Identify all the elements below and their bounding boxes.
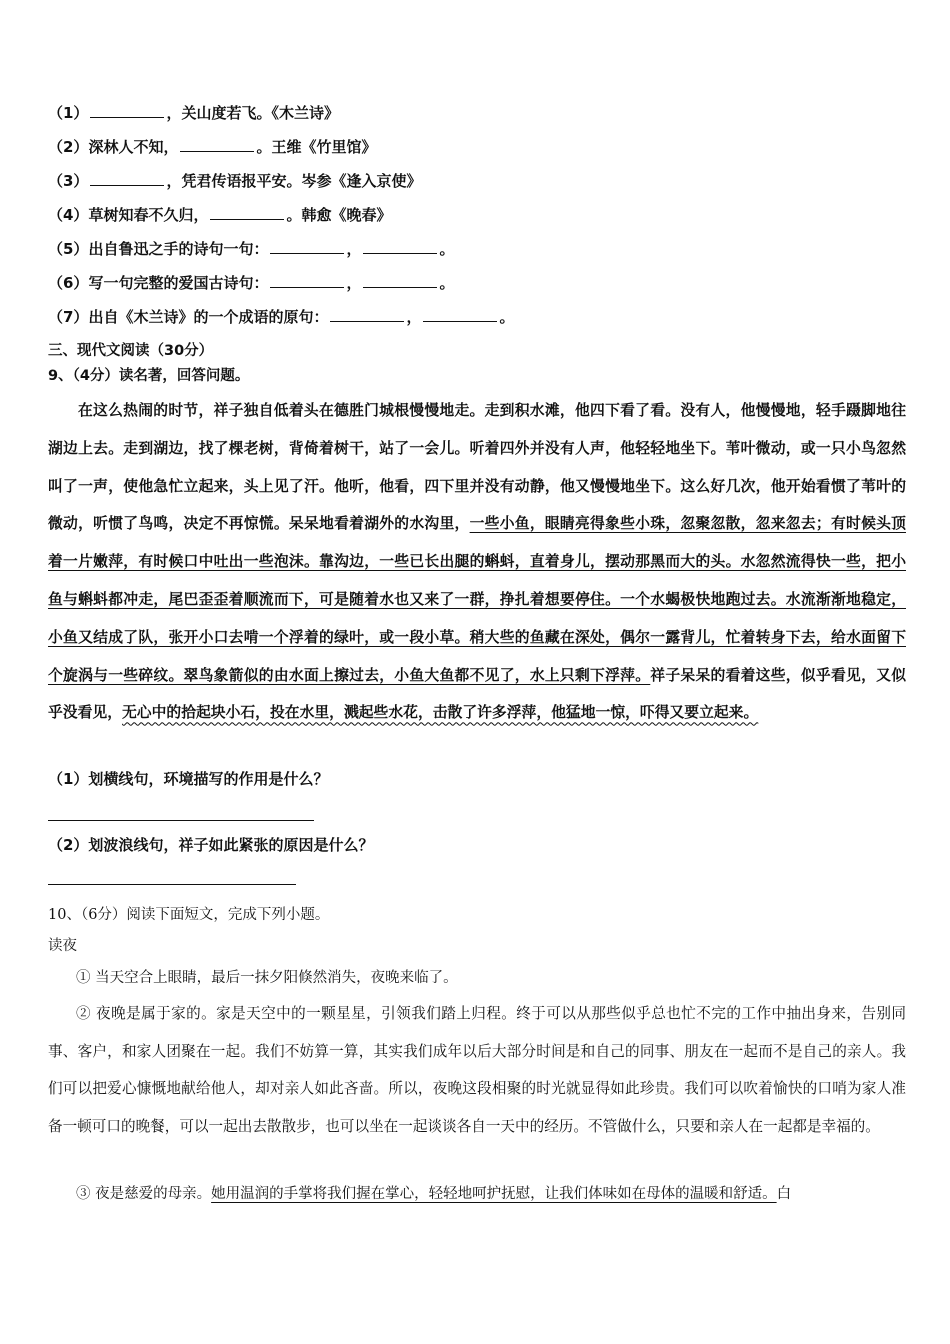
fill-in-item-3: （3） ，凭君传语报平安。岑参《逢入京使》 [48,172,422,190]
answer-blank[interactable] [90,171,164,186]
question-9-sub-2: （2）划波浪线句，祥子如此紧张的原因是什么？ [48,836,374,854]
answer-blank[interactable] [363,239,437,254]
answer-blank[interactable] [180,137,254,152]
answer-blank[interactable] [270,273,344,288]
fill-in-item-6: （6）写一句完整的爱国古诗句： ， 。 [48,274,455,292]
answer-blank[interactable] [270,239,344,254]
underlined-sentence: 她用温润的手掌将我们握在掌心，轻轻地呵护抚慰，让我们体味如在母体的温暖和舒适。 [211,1186,777,1202]
answer-line[interactable] [48,820,314,821]
paragraph-1: ① 当天空合上眼睛，最后一抹夕阳倏然消失，夜晚来临了。 [76,970,458,986]
fill-in-item-2: （2）深林人不知， 。王维《竹里馆》 [48,138,377,156]
answer-blank[interactable] [210,205,284,220]
fill-in-item-5: （5）出自鲁迅之手的诗句一句： ， 。 [48,240,455,258]
question-10-header: 10、（6分）阅读下面短文，完成下列小题。 [48,907,330,923]
paragraph-3: ③ 夜是慈爱的母亲。她用温润的手掌将我们握在掌心，轻轻地呵护抚慰，让我们体味如在母体的温暖和舒适。白 [76,1186,792,1202]
answer-line[interactable] [48,884,296,885]
answer-blank[interactable] [423,307,497,322]
answer-blank[interactable] [330,307,404,322]
fill-in-item-1: （1） ，关山度若飞。《木兰诗》 [48,104,339,122]
answer-blank[interactable] [90,103,164,118]
question-9-passage: 在这么热闹的时节，祥子独自低着头在德胜门城根慢慢地走。走到积水滩，他四下看了看。没有人，他慢慢地，轻手蹑脚地往湖边上去。走到湖边，找了棵老树，背倚着树干，站了一会儿。听着四外并没有人声，他轻轻地坐下。苇叶微动，或一只小鸟忽然叫了一声，使他急忙立起来，头上见了汗。他听，他看，四下里并没有动静，他又慢慢地坐下。这么好几次，他开始看惯了苇叶的微动，听惯了鸟鸣，决定不再惊慌。呆呆地看着湖外的水沟里，一些小鱼，眼睛亮得象些小珠，忽聚忽散，忽来忽去；有时候头顶着一片嫩萍，有时候口中吐出一些泡沫。靠沟边，一些已长出腿的蝌蚪，直着身儿，摆动那黑而大的头。水忽然流得快一些，把小鱼与蝌蚪都冲走，尾巴歪歪着顺流而下，可是随着水也又来了一群，挣扎着想要停住。一个水蝎极快地跑过去。水流渐渐地稳定，小鱼又结成了队，张开小口去啃一个浮着的绿叶，或一段小草。稍大些的鱼藏在深处，偶尔一露背儿，忙着转身下去，给水面留下个旋涡与一些碎纹。翠鸟象箭似的由水面上擦过去，小鱼大鱼都不见了，水上只剩下浮萍。祥子呆呆的看着这些，似乎看见，又似乎没看见，无心中的拾起块小石，投在水里，溅起些水花，击散了许多浮萍，他猛地一惊，吓得又要立起来。 [48,402,906,722]
wavy-underlined-sentence: 无心中的拾起块小石，投在水里，溅起些水花，击散了许多浮萍，他猛地一惊，吓得又要立起来。 [122,704,759,722]
question-9-sub-1: （1）划横线句，环境描写的作用是什么？ [48,770,329,788]
underlined-sentence: 一些小鱼，眼睛亮得象些小珠，忽聚忽散，忽来忽去；有时候头顶着一片嫩萍，有时候口中吐出一些泡沫。靠沟边，一些已长出腿的蝌蚪，直着身儿，摆动那黑而大的头。水忽然流得快一些，把小鱼与蝌蚪都冲走，尾巴歪歪着顺流而下，可是随着水也又来了一群，挣扎着想要停住。一个水蝎极快地跑过去。水流渐渐地稳定，小鱼又结成了队，张开小口去啃一个浮着的绿叶，或一段小草。稍大些的鱼藏在深处，偶尔一露背儿，忙着转身下去，给水面留下个旋涡与一些碎纹。翠鸟象箭似的由水面上擦过去，小鱼大鱼都不见了，水上只剩下浮萍。 [48,515,906,684]
answer-blank[interactable] [363,273,437,288]
passage-title: 读夜 [48,938,77,954]
fill-in-item-7: （7）出自《木兰诗》的一个成语的原句： ， 。 [48,308,515,326]
question-9-header: 9、（4分）读名著，回答问题。 [48,368,250,384]
section-title: 三、现代文阅读（30分） [48,343,214,359]
fill-in-item-4: （4）草树知春不久归， 。韩愈《晚春》 [48,206,392,224]
paragraph-2: ② 夜晚是属于家的。家是天空中的一颗星星，引领我们踏上归程。终于可以从那些似乎总也忙不完的工作中抽出身来，告别同事、客户，和家人团聚在一起。我们不妨算一算，其实我们成年以后大部分时间是和自己的同事、朋友在一起而不是自己的亲人。我们可以把爱心慷慨地献给他人，却对亲人如此吝啬。所以，夜晚这段相聚的时光就显得如此珍贵。我们可以吹着愉快的口哨为家人准备一顿可口的晚餐，可以一起出去散散步，也可以坐在一起谈谈各自一天中的经历。不管做什么，只要和亲人在一起都是幸福的。 [48,1005,906,1135]
